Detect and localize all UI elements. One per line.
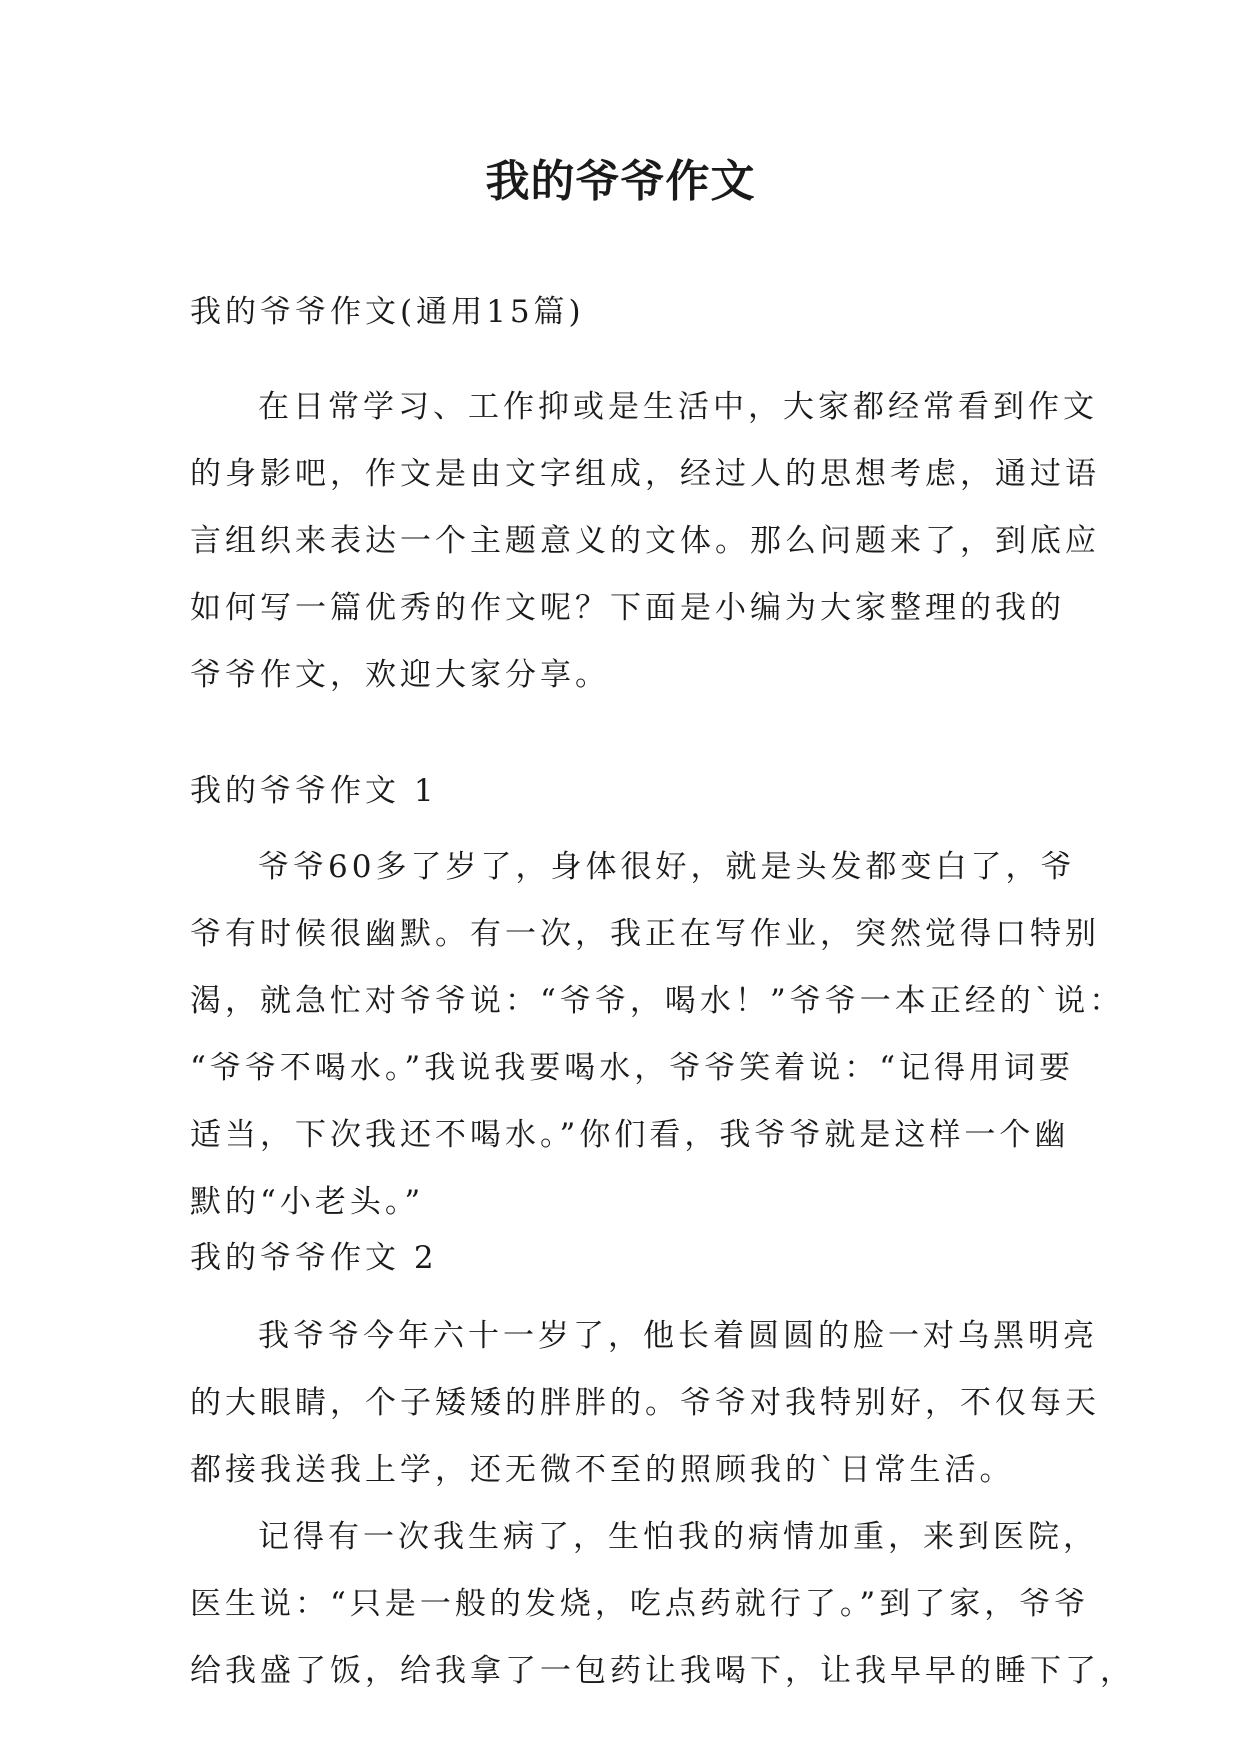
section-1-paragraph xyxy=(190,834,1125,1236)
intro-line: 的身影吧，作文是由文字组成，经过人的思想考虑，通过语 xyxy=(190,456,1100,492)
section-2-line: 医生说：“只是一般的发烧，吃点药就行了。”到了家，爷爷 xyxy=(190,1586,1090,1622)
document-body xyxy=(190,290,1135,1705)
section-1-line: “爷爷不喝水。”我说我要喝水，爷爷笑着说：“记得用词要 xyxy=(190,1050,1075,1086)
section-1-line: 爷有时候很幽默。有一次，我正在写作业，突然觉得口特别 xyxy=(190,916,1100,952)
section-1-line: 适当，下次我还不喝水。”你们看，我爷爷就是这样一个幽 xyxy=(190,1117,1070,1153)
section-1-line: 默的“小老头。” xyxy=(190,1184,425,1220)
intro-line: 在日常学习、工作抑或是生活中，大家都经常看到作文 xyxy=(258,389,1098,425)
section-heading-2: 我的爷爷作文 2 xyxy=(190,1240,438,1276)
document-title: 我的爷爷作文 xyxy=(485,156,756,207)
document-subtitle: 我的爷爷作文(通用15篇) xyxy=(190,294,585,330)
section-2-line: 的大眼睛，个子矮矮的胖胖的。爷爷对我特别好，不仅每天 xyxy=(190,1385,1100,1421)
section-2-line: 给我盛了饭，给我拿了一包药让我喝下，让我早早的睡下了， xyxy=(190,1653,1135,1689)
intro-line: 如何写一篇优秀的作文呢？下面是小编为大家整理的我的 xyxy=(190,590,1065,626)
section-2-line: 都接我送我上学，还无微不至的照顾我的`日常生活。 xyxy=(190,1452,1015,1488)
section-2-line: 我爷爷今年六十一岁了，他长着圆圆的脸一对乌黑明亮 xyxy=(258,1318,1098,1354)
section-2-paragraph-2 xyxy=(190,1504,1135,1705)
intro-line: 言组织来表达一个主题意义的文体。那么问题来了，到底应 xyxy=(190,523,1100,559)
section-1-line: 爷爷60多了岁了，身体很好，就是头发都变白了，爷 xyxy=(258,849,1076,885)
intro-paragraph xyxy=(190,374,1100,709)
section-heading-1: 我的爷爷作文 1 xyxy=(190,773,438,809)
intro-line: 爷爷作文，欢迎大家分享。 xyxy=(190,657,610,693)
section-2-paragraph-1 xyxy=(190,1303,1100,1504)
section-2-line: 记得有一次我生病了，生怕我的病情加重，来到医院， xyxy=(258,1519,1098,1555)
section-1-line: 渴，就急忙对爷爷说：“爷爷，喝水！”爷爷一本正经的`说： xyxy=(190,983,1125,1019)
